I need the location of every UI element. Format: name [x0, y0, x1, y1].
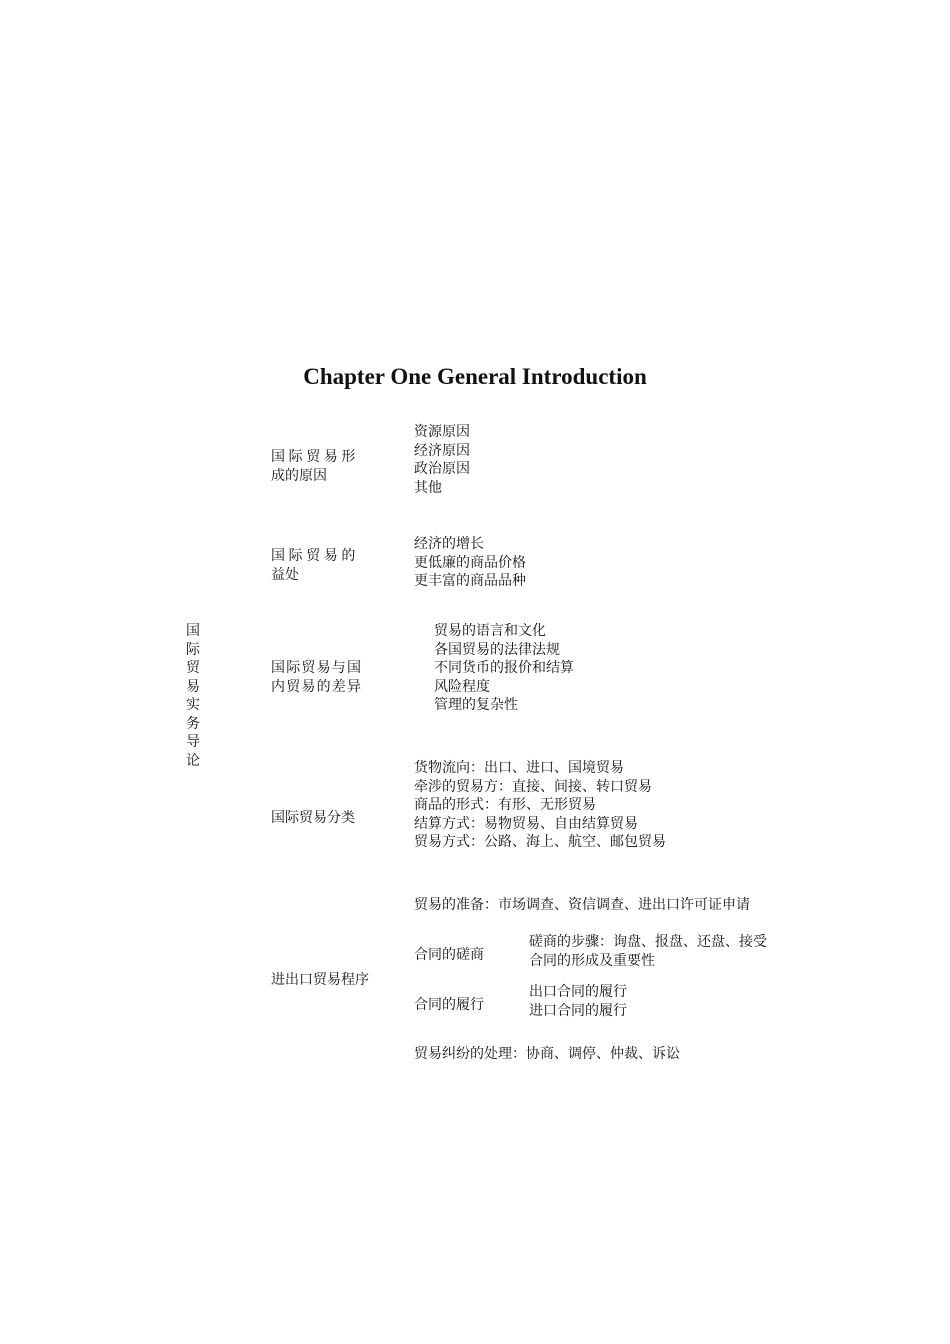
trade-classification-list — [414, 759, 666, 852]
list-item: 出口合同的履行 — [529, 984, 627, 1000]
list-item: 磋商的步骤：询盘、报盘、还盘、接受 — [529, 934, 767, 950]
category-label-trade-procedure — [271, 971, 369, 990]
list-item: 风险程度 — [434, 678, 490, 695]
list-item: 货物流向：出口、进口、国境贸易 — [414, 760, 624, 776]
side-label-char: 实 — [186, 697, 200, 713]
side-label-char: 导 — [186, 734, 200, 750]
list-item: 合同的形成及重要性 — [529, 952, 655, 969]
trade-benefits-list — [414, 535, 526, 591]
side-label-international-trade-intro — [182, 622, 204, 770]
side-label-char: 贸 — [186, 660, 200, 676]
category-label-line: 益处 — [271, 566, 299, 583]
category-label-trade-causes — [271, 448, 359, 485]
list-item: 贸易方式：公路、海上、航空、邮包贸易 — [414, 834, 666, 850]
category-label-line: 国际贸易与国 — [271, 660, 363, 676]
list-item: 进口合同的履行 — [529, 1002, 627, 1019]
category-label-line: 国际贸易形 — [271, 449, 359, 465]
trade-dispute-handling — [414, 1045, 680, 1064]
list-item: 资源原因 — [414, 424, 470, 440]
list-item: 贸易的准备：市场调查、资信调查、进出口许可证申请 — [414, 897, 750, 913]
list-item: 管理的复杂性 — [434, 697, 518, 713]
list-item: 结算方式：易物贸易、自由结算贸易 — [414, 815, 638, 832]
side-label-char: 国 — [186, 623, 200, 639]
list-item: 经济原因 — [414, 442, 470, 459]
category-label-trade-benefits — [271, 547, 359, 584]
side-label-char: 论 — [186, 752, 200, 769]
category-label-line: 内贸易的差异 — [271, 678, 363, 695]
category-label-trade-differences — [271, 659, 362, 696]
category-label-line: 进出口贸易程序 — [271, 972, 369, 988]
category-label-line: 成的原因 — [271, 467, 327, 484]
contract-performance-list — [529, 983, 627, 1020]
contract-negotiation-label: 合同的磋商 — [414, 947, 484, 963]
list-item: 贸易纠纷的处理：协商、调停、仲裁、诉讼 — [414, 1046, 680, 1062]
list-item: 牵涉的贸易方：直接、间接、转口贸易 — [414, 778, 652, 795]
list-item: 不同货币的报价和结算 — [434, 660, 574, 676]
list-item: 其他 — [414, 479, 442, 496]
list-item: 经济的增长 — [414, 536, 484, 552]
list-item: 政治原因 — [414, 461, 470, 477]
category-label-line: 国际贸易的 — [271, 548, 359, 564]
side-label-char: 易 — [186, 678, 200, 695]
list-item: 各国贸易的法律法规 — [434, 641, 560, 658]
side-label-char: 务 — [186, 715, 200, 732]
list-item: 商品的形式：有形、无形贸易 — [414, 797, 596, 813]
chapter-title: Chapter One General Introduction — [303, 364, 647, 389]
contract-performance-label: 合同的履行 — [414, 997, 484, 1013]
contract-negotiation-list — [529, 933, 767, 970]
trade-causes-list — [414, 423, 470, 497]
trade-preparation — [414, 896, 750, 915]
list-item: 更低廉的商品价格 — [414, 554, 526, 571]
category-label-line: 国际贸易分类 — [271, 810, 355, 826]
list-item: 更丰富的商品品种 — [414, 573, 526, 589]
trade-differences-list — [434, 622, 574, 715]
category-label-trade-classification — [271, 809, 355, 828]
side-label-char: 际 — [186, 641, 200, 658]
list-item: 贸易的语言和文化 — [434, 623, 546, 639]
